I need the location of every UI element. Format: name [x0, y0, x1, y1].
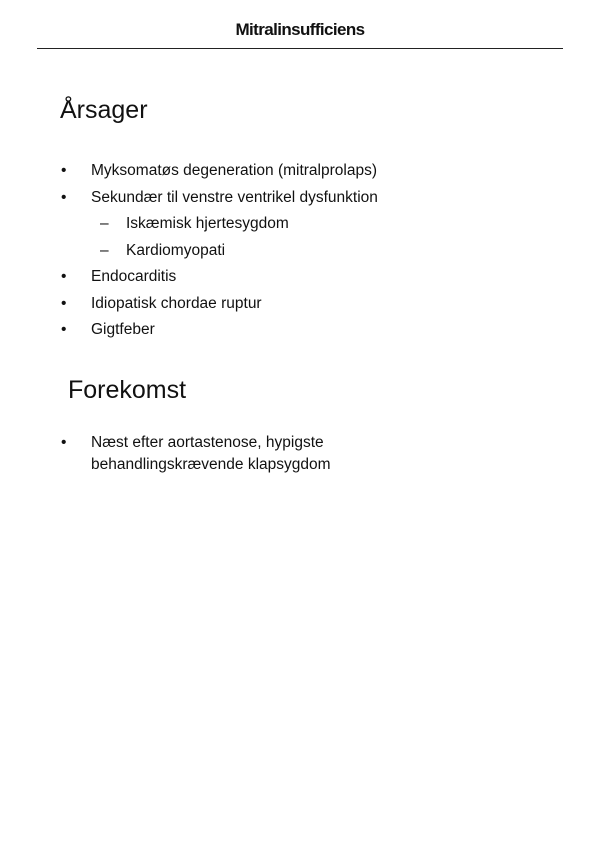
- list-item-text: Sekundær til venstre ventrikel dysfunktion: [91, 188, 378, 206]
- occurrence-list: [60, 432, 560, 482]
- list-item-text: Myksomatøs degeneration (mitralprolaps): [91, 162, 377, 179]
- list-item: [60, 432, 560, 476]
- sub-list-item: [60, 213, 560, 234]
- list-item: [60, 319, 560, 340]
- bullet-icon: •: [61, 321, 67, 338]
- bullet-icon: •: [61, 268, 67, 285]
- list-item-text: Endocarditis: [91, 268, 177, 285]
- dash-icon: –: [100, 241, 109, 259]
- bullet-icon: •: [61, 162, 67, 179]
- list-item: [60, 266, 560, 287]
- sub-list-item-text: Iskæmisk hjertesygdom: [126, 215, 289, 232]
- list-item-text: Gigtfeber: [91, 321, 155, 338]
- sub-list-item-text: Kardiomyopati: [126, 241, 226, 259]
- bullet-icon: •: [61, 434, 67, 451]
- section-heading-occurrence: Forekomst: [68, 376, 187, 404]
- list-item-text-line-2: behandlingskrævende klapsygdom: [91, 456, 331, 473]
- sub-list-item: [60, 240, 560, 261]
- list-item-text-line-1: Næst efter aortastenose, hypigste: [91, 434, 324, 451]
- causes-list: [60, 160, 560, 346]
- list-item: [60, 293, 560, 314]
- list-item-text: Idiopatisk chordae ruptur: [91, 294, 262, 312]
- page-title: Mitralinsufficiens: [235, 20, 365, 39]
- section-heading-causes: Årsager: [60, 96, 148, 124]
- list-item: [60, 160, 560, 181]
- bullet-icon: •: [61, 188, 67, 206]
- header-divider: [37, 48, 563, 49]
- dash-icon: –: [100, 215, 109, 232]
- list-item: [60, 187, 560, 208]
- bullet-icon: •: [61, 294, 67, 312]
